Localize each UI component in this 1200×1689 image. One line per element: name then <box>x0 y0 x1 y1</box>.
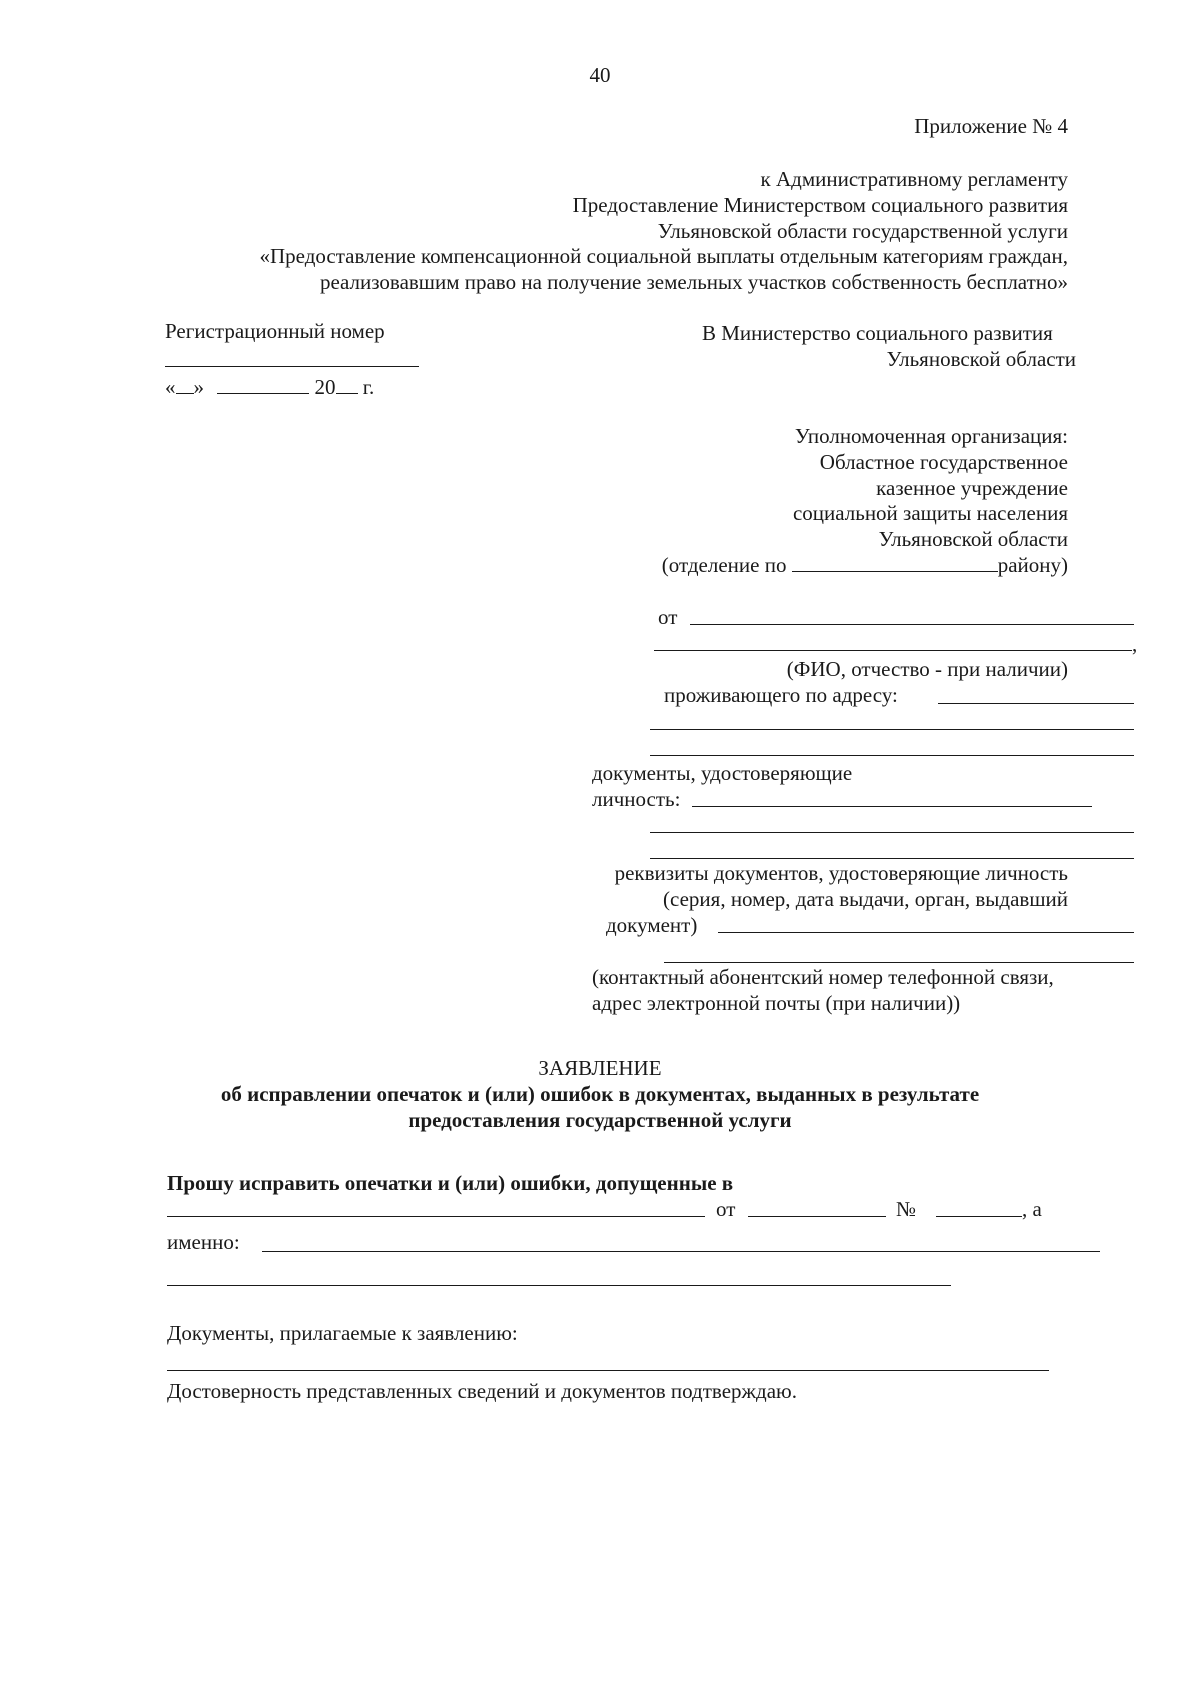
id-docs-field[interactable] <box>692 806 1092 807</box>
organization-line: Ульяновской области <box>878 527 1068 551</box>
id-docs-field-2[interactable] <box>650 832 1134 833</box>
id-docs-label-line1: документы, удостоверяющие <box>592 761 853 785</box>
appendix-line: Ульяновской области государственной услуги <box>657 219 1068 243</box>
registration-date <box>165 374 374 400</box>
date-quote-open: « <box>165 375 176 399</box>
registration-number-field[interactable] <box>165 366 419 367</box>
address-field-2[interactable] <box>650 729 1134 730</box>
from-label: от <box>658 605 678 629</box>
document-name-field[interactable] <box>167 1216 705 1217</box>
attached-docs-field[interactable] <box>167 1370 1049 1371</box>
branch-suffix: району) <box>997 553 1068 577</box>
request-text: Прошу исправить опечатки и (или) ошибки, допущенные в <box>167 1171 734 1195</box>
from-word: от <box>716 1197 736 1221</box>
page-number: 40 <box>589 63 611 87</box>
addressee-line2: Ульяновской области <box>886 347 1076 371</box>
namely-label: именно: <box>167 1230 240 1254</box>
applicant-name-field-2[interactable] <box>654 650 1132 651</box>
branch-prefix: (отделение по <box>661 553 787 577</box>
contact-hint-line2: адрес электронной почты (при наличии)) <box>592 991 961 1015</box>
fio-hint: (ФИО, отчество - при наличии) <box>786 657 1068 681</box>
organization-line: Уполномоченная организация: <box>794 424 1068 448</box>
document-number-field[interactable] <box>936 1216 1022 1217</box>
id-docs-label-line2: личность: <box>592 787 681 811</box>
year-field[interactable] <box>336 375 358 394</box>
errors-description-field-2[interactable] <box>167 1285 951 1286</box>
attached-label: Документы, прилагаемые к заявлению: <box>167 1321 518 1345</box>
contact-field[interactable] <box>664 962 1134 963</box>
contact-hint-line1: (контактный абонентский номер телефонной связи, <box>592 965 1054 989</box>
errors-description-field[interactable] <box>262 1251 1100 1252</box>
appendix-line: Предоставление Министерством социального развития <box>572 193 1068 217</box>
organization-branch <box>662 552 1068 578</box>
appendix-line: реализовавшим право на получение земельных участков собственность бесплатно» <box>319 270 1068 294</box>
appendix-line: к Административному регламенту <box>760 167 1068 191</box>
year-prefix: 20 <box>314 375 336 399</box>
organization-line: социальной защиты населения <box>792 501 1068 525</box>
id-docs-field-3[interactable] <box>650 858 1134 859</box>
comma: , <box>1132 632 1138 656</box>
organization-line: казенное учреждение <box>876 476 1068 500</box>
document-date-field[interactable] <box>748 1216 886 1217</box>
appendix-line: «Предоставление компенсационной социальной выплаты отдельным категориям граждан, <box>259 244 1068 268</box>
requisites-line3: документ) <box>606 913 698 937</box>
month-field[interactable] <box>217 375 309 394</box>
organization-line: Областное государственное <box>819 450 1068 474</box>
address-label: проживающего по адресу: <box>664 683 898 707</box>
branch-district-field[interactable] <box>792 553 998 572</box>
applicant-name-field[interactable] <box>690 624 1134 625</box>
statement-subtitle-line2: предоставления государственной услуги <box>408 1108 792 1132</box>
requisites-line2: (серия, номер, дата выдачи, орган, выдавший <box>663 887 1068 911</box>
statement-subtitle-line1: об исправлении опечаток и (или) ошибок в документах, выданных в результате <box>220 1082 980 1106</box>
and-word: , а <box>1022 1197 1042 1221</box>
date-quote-close: » <box>193 375 204 399</box>
day-field[interactable] <box>176 375 194 394</box>
address-field-3[interactable] <box>650 755 1134 756</box>
address-field[interactable] <box>938 703 1134 704</box>
registration-label: Регистрационный номер <box>165 319 385 343</box>
statement-heading: ЗАЯВЛЕНИЕ <box>538 1056 662 1080</box>
year-suffix: г. <box>362 375 375 399</box>
requisites-field[interactable] <box>718 932 1134 933</box>
appendix-title: Приложение № 4 <box>914 114 1068 138</box>
addressee-line1: В Министерство социального развития <box>702 321 1053 345</box>
confirmation-text: Достоверность представленных сведений и документов подтверждаю. <box>167 1379 797 1403</box>
number-sign: № <box>896 1197 917 1221</box>
requisites-line1: реквизиты документов, удостоверяющие личность <box>614 861 1068 885</box>
